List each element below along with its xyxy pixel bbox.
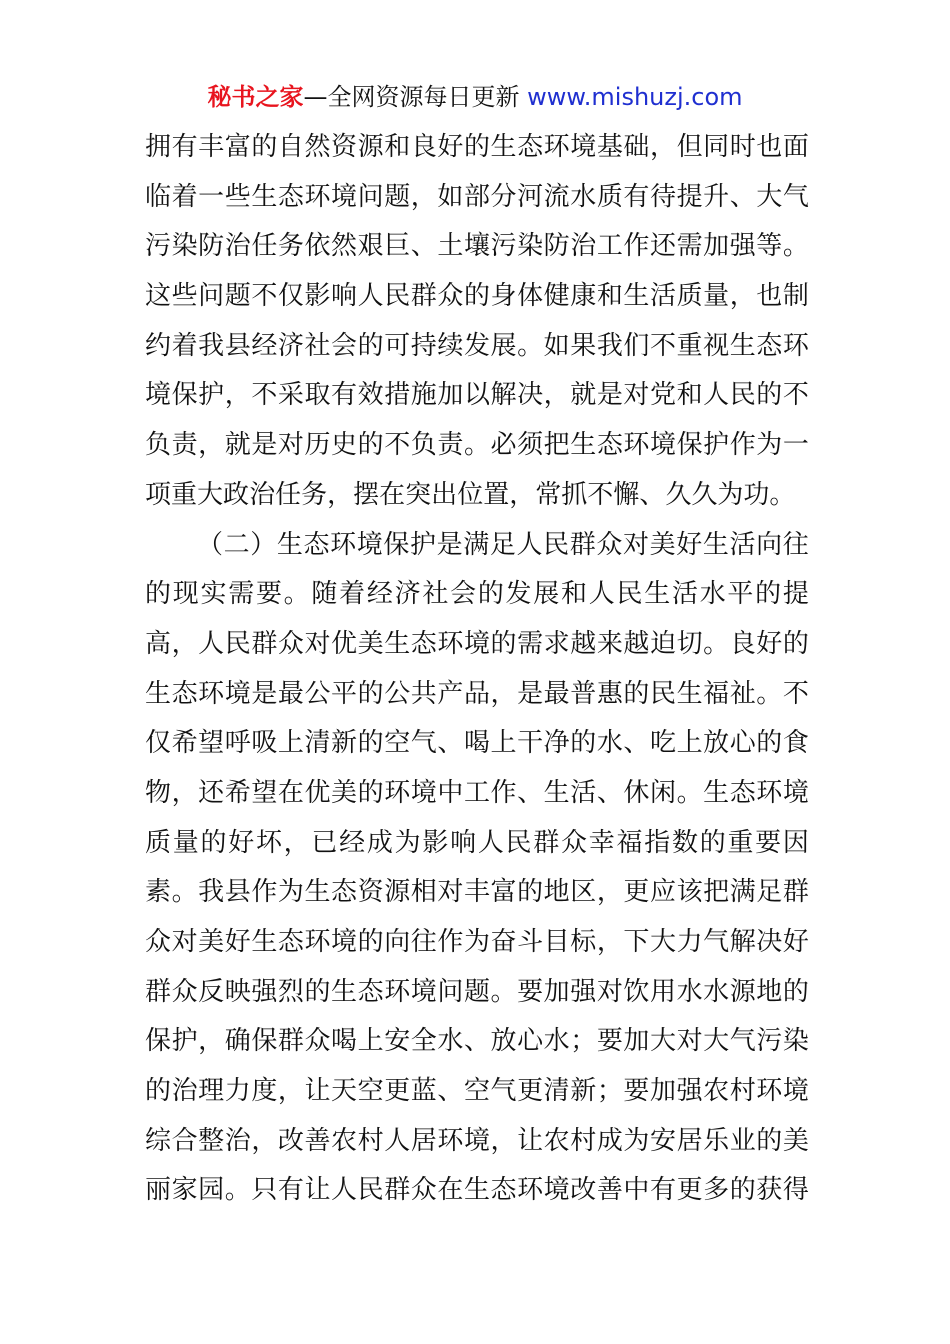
text-line: 高 ， 人 民 群 众 对 优 美 生 态 环 境 的 需 求 越 来 越 迫 切 。 良 好 的 bbox=[145, 628, 809, 659]
text-line: 群 众 反 映 强 烈 的 生 态 环 境 问 题 。 要 加 强 对 饮 用 水 水 源 地 的 bbox=[145, 976, 809, 1007]
text-line: 这 些 问 题 不 仅 影 响 人 民 群 众 的 身 体 健 康 和 生 活 质 量 ， 也 制 bbox=[145, 281, 809, 312]
text-line: 负 责 ， 就 是 对 历 史 的 不 负 责 。 必 须 把 生 态 环 境 保 护 作 为 一 bbox=[145, 430, 809, 461]
header-tagline: —全网资源每日更新 bbox=[303, 83, 520, 111]
site-url-link[interactable]: www.mishuzj.com bbox=[527, 83, 743, 111]
text-line: 污 染 防 治 任 务 依 然 艰 巨 、 土 壤 污 染 防 治 工 作 还 需 加 强 等 。 bbox=[145, 231, 809, 262]
brand-name: 秘书之家 bbox=[207, 83, 304, 111]
text-line: 物 ， 还 希 望 在 优 美 的 环 境 中 工 作 、 生 活 、 休 闲 。 生 态 环 境 bbox=[145, 777, 809, 808]
text-line: 保 护 ， 确 保 群 众 喝 上 安 全 水 、 放 心 水 ； 要 加 大 对 大 气 污 染 bbox=[145, 1026, 809, 1057]
text-line: 综 合 整 治 ， 改 善 农 村 人 居 环 境 ， 让 农 村 成 为 安 居 乐 业 的 美 bbox=[145, 1125, 809, 1156]
text-line: 众 对 美 好 生 态 环 境 的 向 往 作 为 奋 斗 目 标 ， 下 大 力 气 解 决 好 bbox=[145, 927, 809, 957]
text-line: 拥 有 丰 富 的 自 然 资 源 和 良 好 的 生 态 环 境 基 础 ， 但 同 时 也 面 bbox=[145, 132, 809, 162]
text-line: 质 量 的 好 坏 ， 已 经 成 为 影 响 人 民 群 众 幸 福 指 数 的 重 要 因 bbox=[145, 827, 809, 858]
text-line: 丽 家 园 。 只 有 让 人 民 群 众 在 生 态 环 境 改 善 中 有 更 多 的 获 得 bbox=[145, 1175, 809, 1206]
text-line: 仅 希 望 呼 吸 上 清 新 的 空 气 、 喝 上 干 净 的 水 、 吃 上 放 心 的 食 bbox=[145, 728, 809, 759]
text-line: 境 保 护 ， 不 采 取 有 效 措 施 加 以 解 决 ， 就 是 对 党 和 人 民 的 不 bbox=[145, 380, 809, 411]
text-line: 项 重 大 政 治 任 务 ， 摆 在 突 出 位 置 ， 常 抓 不 懈 、 久 久 为 功 。 bbox=[145, 479, 796, 510]
text-line: 生 态 环 境 是 最 公 平 的 公 共 产 品 ， 是 最 普 惠 的 民 生 福 祉 。 不 bbox=[145, 678, 809, 709]
paragraph-heading-line: （ 二 ） 生 态 环 境 保 护 是 满 足 人 民 群 众 对 美 好 生 活 向 往 bbox=[197, 529, 809, 560]
text-line: 素 。 我 县 作 为 生 态 资 源 相 对 丰 富 的 地 区 ， 更 应 该 把 满 足 群 bbox=[145, 877, 809, 908]
text-line: 的 治 理 力 度 ， 让 天 空 更 蓝 、 空 气 更 清 新 ； 要 加 强 农 村 环 境 bbox=[145, 1076, 809, 1107]
page-header bbox=[0, 80, 950, 114]
text-line: 约 着 我 县 经 济 社 会 的 可 持 续 发 展 。 如 果 我 们 不 重 视 生 态 环 bbox=[145, 330, 809, 361]
document-body bbox=[145, 123, 809, 1216]
text-line: 的 现 实 需 要 。 随 着 经 济 社 会 的 发 展 和 人 民 生 活 水 平 的 提 bbox=[145, 579, 809, 610]
text-line: 临 着 一 些 生 态 环 境 问 题 ， 如 部 分 河 流 水 质 有 待 提 升 、 大 气 bbox=[145, 181, 809, 212]
